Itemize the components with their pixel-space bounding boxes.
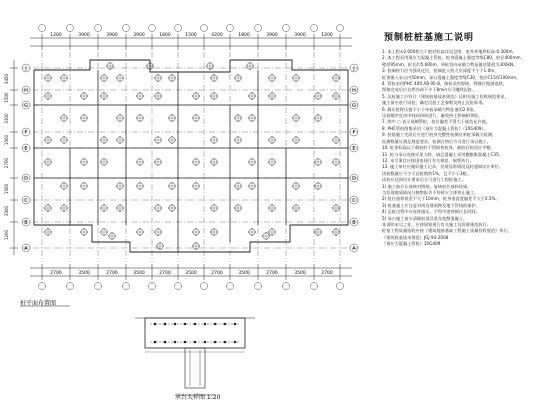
note-line: 11. 桩与承台连接详见大样，填芯混凝土采用微膨胀混凝土C35。 [382,151,503,157]
cap-outline [145,318,245,348]
dimension-label: 3500 [78,271,90,276]
rebar-dot [184,341,186,343]
note-line: 12. 未尽事宜应按国家现行有关规范、规程执行。 [382,157,474,163]
axis-letter: E [24,145,28,152]
dimension-label: 3450 [4,73,9,85]
axis-letter: H [24,87,28,94]
note-line: 4. 管桩采用PHC 400 AB 95-8，接桩采用焊接，焊缝应饱满连续， [382,81,507,87]
dimension-label: 3900 [133,33,145,38]
note-line: 10. 桩顶标高以下截桩时不得损伤桩身，截桩后桩顶应平整。 [382,145,495,151]
plan-title: 桩平面布置图 [20,300,57,307]
note-line: 1) 施工前应认真核对图纸，复核桩位放样结果， [382,183,472,189]
note-line: 壁厚95mm，桩长约5.600m，单桩竖向承载力特征值估算值为300kN。 [382,61,518,67]
notes-title: 预制桩桩基施工说明 [384,33,475,43]
note-line: 焊接完成后应自然冷却不少于8min方可继续沉桩。 [382,87,477,93]
note-line: 13. 施工单位应做好施工记录，发现异常情况及时通知设计单位。 [382,164,504,170]
axis-letter: E [352,145,356,152]
axis-bubble [123,25,130,32]
rebar-dot [224,341,226,343]
note-line: 8. PHC管桩图集采用《预应力混凝土管桩》（10G409）。 [382,125,488,131]
axis-letter: J [353,65,355,72]
dimension-label: 2700 [266,271,278,276]
axis-bubble [255,25,262,32]
dimension-label: 1200 [4,229,9,241]
note-line: 桩基工程质量验收应按《建筑地基基础工程施工质量验收规范》执行。 [382,228,512,234]
dimension-label: 1500 [4,92,9,103]
axis-bubble [175,283,182,290]
note-line: 7. 图中 ○ 表示预制管桩，桩位偏差不得大于规范允许值。 [382,119,490,125]
axis-letter: F [352,129,356,136]
dimension-label: 1200 [321,33,333,38]
dimension-label: 1500 [185,33,197,38]
note-line: 4) 沉桩过程中应连续施压，不得中途停顿过长时间。 [382,209,480,215]
axis-letter: B [352,219,356,226]
dimension-label: 3300 [4,205,9,217]
axis-bubble [311,25,318,32]
note-line: 2. 本工程采用预应力混凝土管桩，桩身混凝土强度等级C80，桩径400mm， [382,55,525,61]
section-title: 承台大样图 1:20 [175,394,221,401]
rebar-dot [184,323,186,325]
dimension-label: 3900 [78,33,90,38]
rebar-dot [204,341,206,343]
axis-letter: J [25,65,27,72]
note-line: 压桩顺序宜由中间向四周进行，避免挤土影响相邻桩。 [382,113,483,119]
dimension-label: 2700 [50,271,62,276]
note-line: 5. 沉桩施工应符合《建筑桩基技术规范》及相关施工验收规范要求， [382,93,509,99]
axis-letter: B [24,219,28,226]
note-line: 检测数量应满足规范要求，检测合格后方可进行承台施工。 [382,138,491,144]
dimension-label: 1500 [4,183,9,195]
note-line: 6. 静压桩终压值不小于单桩承载力特征值的2.0倍， [382,106,478,112]
dimension-label: 1200 [50,33,62,38]
dimension-label: 1500 [4,134,9,146]
dimension-label: 3900 [106,33,118,38]
note-line: 3) 桩基施工应注意对周边建筑物及地下管线的保护。 [382,202,480,208]
dimension-label: 3900 [294,33,306,38]
axis-bubble [227,283,234,290]
note-line: 桩顶嵌入承台内50mm，承台混凝土强度等级C30，垫层C15厚100mm。 [382,74,521,80]
rebar-dot [174,323,176,325]
dimension-label: 2700 [211,271,223,276]
dimension-label: 3500 [185,271,197,276]
axis-letter: D [24,175,28,182]
dimension-label: 3500 [133,271,145,276]
note-line: 当发现地质情况与勘察报告不符时应立即停止施工。 [382,189,479,195]
rebar-dot [154,341,156,343]
axis-bubble [67,283,74,290]
axis-letter: C [24,197,28,204]
axis-bubble [337,283,344,290]
rebar-dot [204,323,206,325]
notes-body [382,49,554,248]
rebar-dot [224,323,226,325]
axis-bubble [95,25,102,32]
note-line: 5) 承台施工前应清除桩顶浮浆及松散混凝土。 [382,215,468,221]
rebar-dot [164,323,166,325]
axis-bubble [311,283,318,290]
note-line: 试桩数量应不少于总桩数的1%，且不少于3根， [382,170,471,176]
axis-bubble [149,283,156,290]
axis-letter: C [352,197,356,204]
axis-bubble [67,25,74,32]
rebar-dot [214,323,216,325]
dimension-label: 1800 [159,33,171,38]
rebar-dot [234,323,236,325]
dimension-label: 2700 [106,271,118,276]
dimension-label: 3500 [294,271,306,276]
foundation-plan [10,25,358,290]
rebar-dot [194,341,196,343]
plan-dimension-labels [4,32,356,276]
axis-bubble [39,25,46,32]
dimension-label: 3300 [4,113,9,124]
axis-bubble [227,25,234,32]
dimension-label: 1800 [238,33,250,38]
rebar-dot [214,341,216,343]
axis-bubble [283,283,290,290]
note-line: 1. 本工程±0.000相当于绝对标高详见总图，室外外地坪标高-0.300m。 [382,49,517,54]
note-line: 本说明未尽之处，应按国家现行有关施工及验收规范执行。 [382,221,491,227]
axis-bubble [201,25,208,32]
cap-section-detail [20,306,255,395]
dimension-label: 3900 [266,33,278,38]
note-line: 试桩应达到设计要求后方可进行工程桩施工。 [382,177,466,183]
axis-bubble [123,283,130,290]
dimension-label: 3500 [238,271,250,276]
dimension-label: 2700 [4,157,9,169]
rebar-dot [154,323,156,325]
axis-bubble [337,25,344,32]
rebar-dot [164,341,166,343]
dimension-label: 2700 [159,271,171,276]
rebar-dot [234,341,236,343]
axis-letter: A [352,245,356,252]
note-line: 9. 桩基施工完成后应进行桩身完整性检测及单桩承载力检测， [382,132,497,138]
axis-bubble [95,283,102,290]
axis-bubble [201,283,208,290]
construction-notes [382,30,554,400]
axis-letter: F [24,129,28,136]
axis-bubble [283,25,290,32]
axis-letter: G [352,102,356,109]
axis-bubble [255,283,262,290]
rebar-dot [174,341,176,343]
pile-section [185,348,205,388]
dimension-label: 4200 [211,33,223,38]
axis-bubble [175,25,182,32]
axis-letter: A [24,245,28,252]
axis-letter: D [352,175,356,182]
note-line: 《建筑桩基技术规范》JGJ 94-2008 [382,234,449,240]
axis-letter: H [352,87,356,94]
rebar-dot [194,323,196,325]
axis-letter: G [24,102,28,109]
note-line: 2) 桩位放样误差不大于10mm，桩身垂直度偏差不大于0.5%。 [382,196,500,202]
axis-bubble [39,283,46,290]
building-outline [34,60,348,252]
dimension-label: 2700 [321,271,333,276]
axis-bubble [149,25,156,32]
note-line: 施工前应进行试桩，确定沉桩工艺参数及终止沉桩标准。 [382,100,487,106]
note-line: 3. 桩端持力层为强风化层，桩端进入持力层深度不小于1.0m， [382,68,499,74]
note-line: 《预应力混凝土管桩》10G409 [382,241,441,247]
